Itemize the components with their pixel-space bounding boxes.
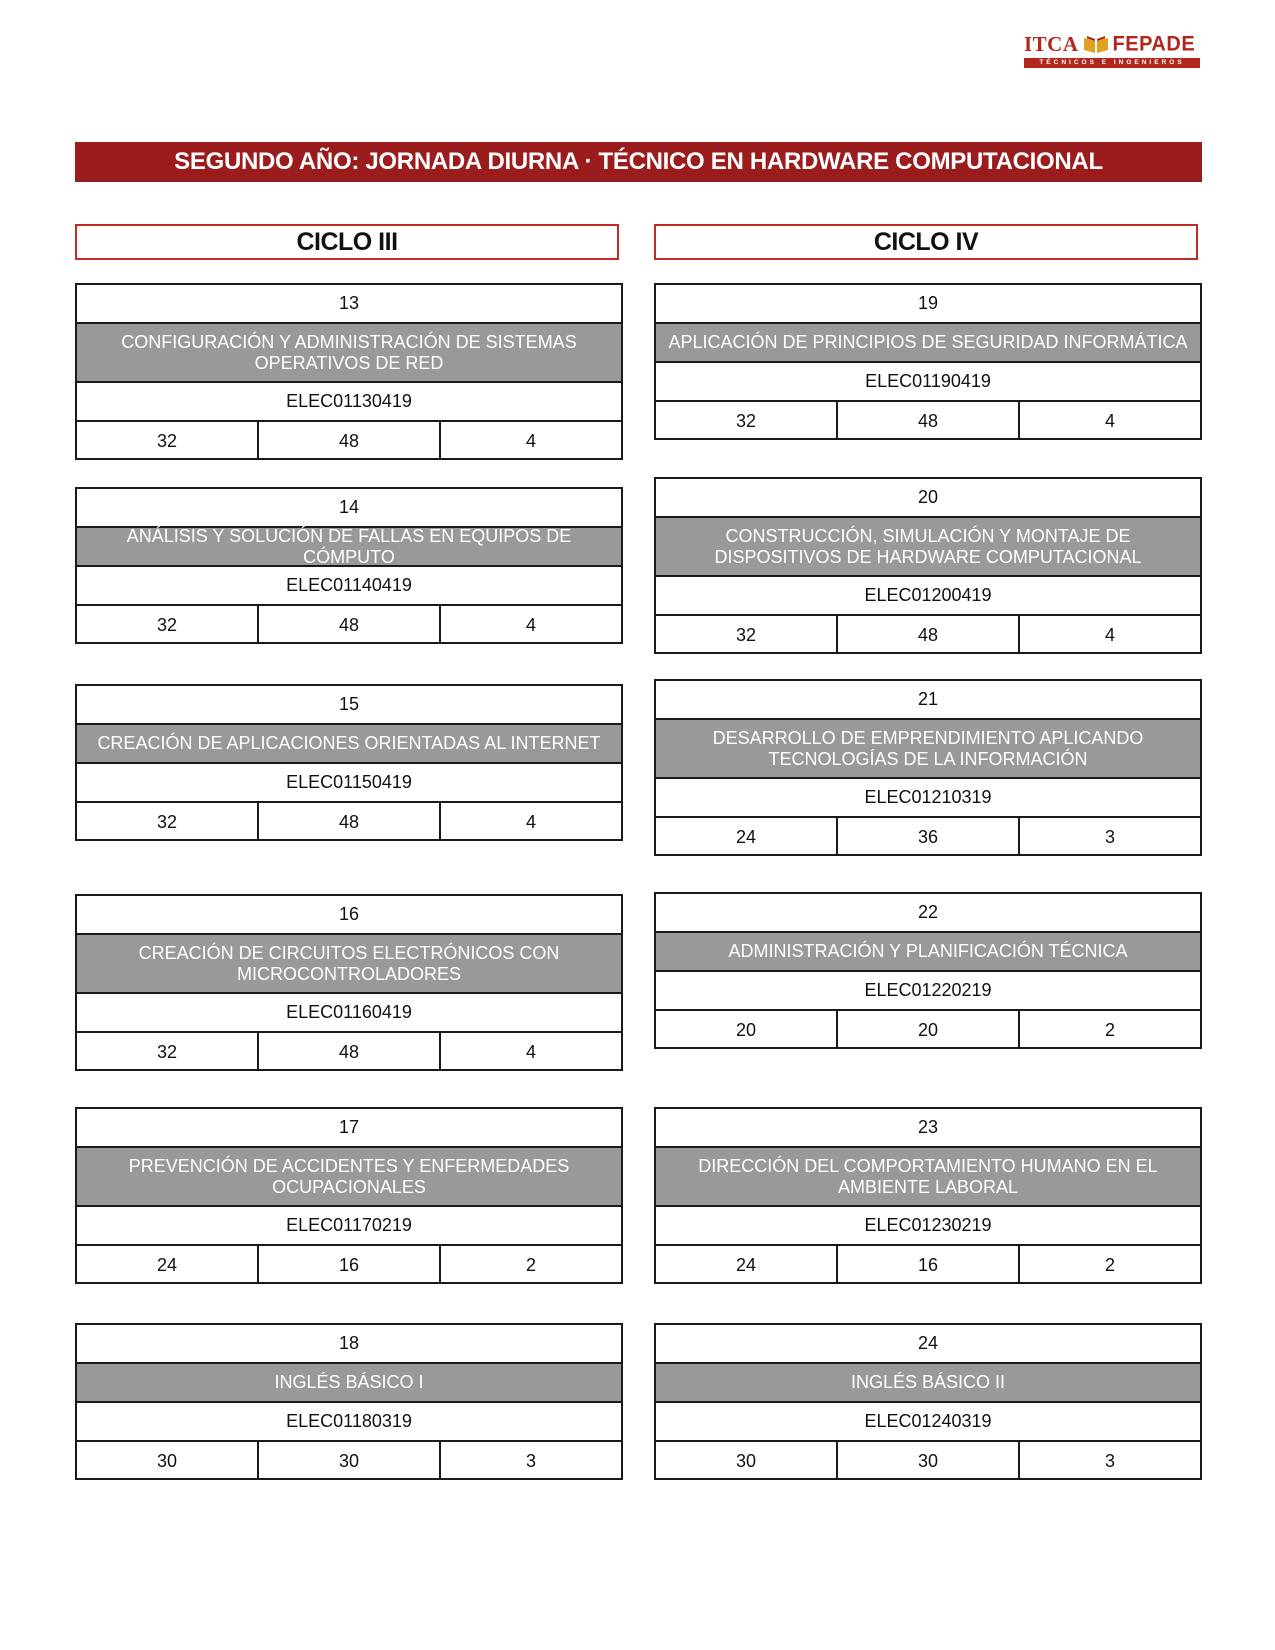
logo-fepade-text: FEPADE (1112, 31, 1196, 56)
course-hours (656, 818, 1200, 854)
hours-value-2: 30 (836, 1442, 1018, 1478)
course-code: ELEC01180319 (77, 1403, 621, 1442)
hours-value-3: 4 (439, 1033, 621, 1069)
course-number: 18 (77, 1325, 621, 1364)
cycle-header-iii: CICLO III (75, 224, 619, 260)
course-number: 14 (77, 489, 621, 528)
course-name: CONFIGURACIÓN Y ADMINISTRACIÓN DE SISTEMAS OPERATIVOS DE RED (77, 324, 621, 383)
logo-itca-text: ITCA (1024, 31, 1079, 56)
hours-value-1: 32 (156, 615, 178, 635)
hours-value-2: 48 (257, 422, 439, 458)
course-name: DESARROLLO DE EMPRENDIMIENTO APLICANDO TECNOLOGÍAS DE LA INFORMACIÓN (656, 720, 1200, 779)
course-code: ELEC01150419 (77, 764, 621, 803)
hours-value-1: 30 (735, 1451, 757, 1471)
hours-value-3: 3 (439, 1442, 621, 1478)
hours-value-3: 2 (439, 1246, 621, 1282)
course-card (75, 894, 623, 1071)
hours-value-3: 2 (1018, 1011, 1200, 1047)
hours-value-1: 24 (735, 827, 757, 847)
course-name: APLICACIÓN DE PRINCIPIOS DE SEGURIDAD INFORMÁTICA (656, 324, 1200, 363)
course-hours (656, 1246, 1200, 1282)
course-code: ELEC01130419 (77, 383, 621, 422)
course-hours (656, 616, 1200, 652)
hours-value-3: 3 (1018, 1442, 1200, 1478)
course-hours (77, 606, 621, 642)
hours-value-1: 24 (735, 1255, 757, 1275)
hours-value-1: 32 (735, 625, 757, 645)
course-hours (77, 1033, 621, 1069)
course-code: ELEC01170219 (77, 1207, 621, 1246)
hours-value-1: 24 (156, 1255, 178, 1275)
page-title-banner: SEGUNDO AÑO: JORNADA DIURNA · TÉCNICO EN HARDWARE COMPUTACIONAL (75, 142, 1202, 182)
itca-fepade-logo (1024, 32, 1200, 68)
course-card (75, 283, 623, 460)
course-hours (656, 1011, 1200, 1047)
hours-value-3: 4 (439, 422, 621, 458)
course-code: ELEC01210319 (656, 779, 1200, 818)
course-number: 13 (77, 285, 621, 324)
course-number: 19 (656, 285, 1200, 324)
course-name: CREACIÓN DE CIRCUITOS ELECTRÓNICOS CON MICROCONTROLADORES (77, 935, 621, 994)
course-card (75, 487, 623, 644)
hours-value-1: 32 (156, 1042, 178, 1062)
hours-value-2: 48 (836, 402, 1018, 438)
course-card (654, 1107, 1202, 1284)
course-number: 17 (77, 1109, 621, 1148)
hours-value-3: 4 (439, 803, 621, 839)
hours-value-2: 36 (836, 818, 1018, 854)
logo-tagline: TÉCNICOS E INGENIEROS (1024, 58, 1200, 68)
course-card (654, 477, 1202, 654)
hours-value-2: 16 (836, 1246, 1018, 1282)
course-name: ANÁLISIS Y SOLUCIÓN DE FALLAS EN EQUIPOS DE CÓMPUTO (77, 528, 621, 567)
hours-value-2: 20 (836, 1011, 1018, 1047)
course-name: CONSTRUCCIÓN, SIMULACIÓN Y MONTAJE DE DISPOSITIVOS DE HARDWARE COMPUTACIONAL (656, 518, 1200, 577)
course-name: INGLÉS BÁSICO II (656, 1364, 1200, 1403)
course-hours (77, 422, 621, 458)
hours-value-2: 48 (257, 606, 439, 642)
course-code: ELEC01190419 (656, 363, 1200, 402)
course-code: ELEC01220219 (656, 972, 1200, 1011)
hours-value-3: 2 (1018, 1246, 1200, 1282)
course-name: CREACIÓN DE APLICACIONES ORIENTADAS AL INTERNET (77, 725, 621, 764)
course-code: ELEC01140419 (77, 567, 621, 606)
course-number: 23 (656, 1109, 1200, 1148)
hours-value-2: 48 (257, 803, 439, 839)
hours-value-1: 32 (156, 431, 178, 451)
hours-value-3: 4 (439, 606, 621, 642)
course-hours (77, 1246, 621, 1282)
course-hours (77, 1442, 621, 1478)
hours-value-3: 3 (1018, 818, 1200, 854)
course-hours (77, 803, 621, 839)
course-card (654, 1323, 1202, 1480)
hours-value-1: 32 (735, 411, 757, 431)
course-code: ELEC01230219 (656, 1207, 1200, 1246)
hours-value-1: 32 (156, 812, 178, 832)
course-number: 24 (656, 1325, 1200, 1364)
course-code: ELEC01160419 (77, 994, 621, 1033)
hours-value-1: 30 (156, 1451, 178, 1471)
course-card (654, 892, 1202, 1049)
hours-value-3: 4 (1018, 402, 1200, 438)
course-number: 16 (77, 896, 621, 935)
course-card (75, 684, 623, 841)
course-card (654, 679, 1202, 856)
hours-value-1: 20 (735, 1020, 757, 1040)
hours-value-2: 16 (257, 1246, 439, 1282)
course-name: INGLÉS BÁSICO I (77, 1364, 621, 1403)
course-code: ELEC01240319 (656, 1403, 1200, 1442)
hours-value-3: 4 (1018, 616, 1200, 652)
course-card (75, 1323, 623, 1480)
course-number: 20 (656, 479, 1200, 518)
hours-value-2: 30 (257, 1442, 439, 1478)
hours-value-2: 48 (257, 1033, 439, 1069)
course-number: 21 (656, 681, 1200, 720)
course-card (654, 283, 1202, 440)
course-hours (656, 1442, 1200, 1478)
course-card (75, 1107, 623, 1284)
course-name: PREVENCIÓN DE ACCIDENTES Y ENFERMEDADES OCUPACIONALES (77, 1148, 621, 1207)
open-book-icon (1083, 34, 1109, 54)
course-number: 15 (77, 686, 621, 725)
course-number: 22 (656, 894, 1200, 933)
course-code: ELEC01200419 (656, 577, 1200, 616)
course-hours (656, 402, 1200, 438)
hours-value-2: 48 (836, 616, 1018, 652)
course-name: DIRECCIÓN DEL COMPORTAMIENTO HUMANO EN EL AMBIENTE LABORAL (656, 1148, 1200, 1207)
cycle-header-iv: CICLO IV (654, 224, 1198, 260)
course-name: ADMINISTRACIÓN Y PLANIFICACIÓN TÉCNICA (656, 933, 1200, 972)
